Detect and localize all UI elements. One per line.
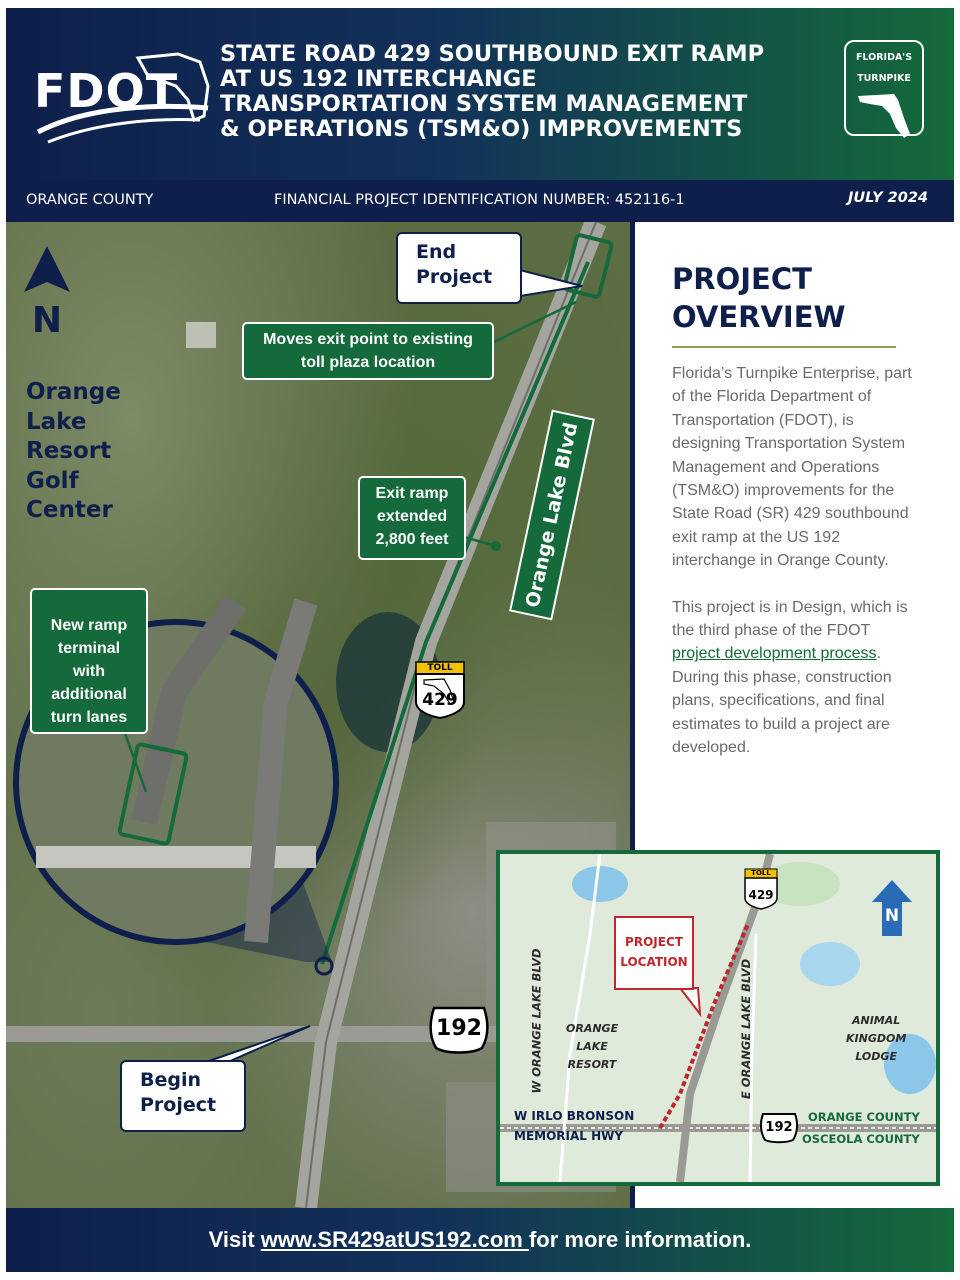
overview-divider bbox=[672, 346, 896, 348]
end-project-line: Project bbox=[416, 266, 493, 288]
overview-paragraph bbox=[672, 596, 922, 760]
ramp-marker-dot bbox=[491, 541, 501, 551]
county-label: ORANGE COUNTY bbox=[26, 192, 154, 208]
inset-lake bbox=[572, 866, 628, 902]
inset-north-arrow bbox=[872, 880, 912, 936]
resort-label-line: LAKE bbox=[576, 1040, 608, 1053]
golf-label-line: Lake bbox=[26, 408, 87, 435]
resort-label-line: ORANGE bbox=[566, 1022, 619, 1035]
title-line: TRANSPORTATION SYSTEM MANAGEMENT bbox=[220, 91, 748, 117]
golf-label-line: Resort bbox=[26, 438, 112, 464]
project-location-line: PROJECT bbox=[625, 935, 683, 949]
ramp-terminal-line: terminal with bbox=[57, 640, 121, 680]
golf-label-line: Center bbox=[26, 497, 113, 523]
project-development-link[interactable]: project development process bbox=[672, 645, 877, 663]
end-project-callout bbox=[396, 232, 522, 304]
golf-center-label bbox=[26, 378, 121, 526]
overview-title-line: PROJECT bbox=[672, 262, 812, 296]
moves-exit-callout bbox=[242, 322, 494, 380]
overview-title bbox=[672, 260, 846, 336]
fpid-label: FINANCIAL PROJECT IDENTIFICATION NUMBER: 452116-1 bbox=[274, 192, 685, 208]
lodge-label-line: KINGDOM bbox=[846, 1032, 907, 1045]
toll-label: TOLL bbox=[427, 663, 453, 673]
irlo-bronson-label bbox=[514, 1106, 634, 1146]
website-link[interactable]: www.SR429atUS192.com bbox=[260, 1227, 529, 1252]
inset-us-192-shield bbox=[758, 1112, 800, 1144]
overview-paragraph: Florida’s Turnpike Enterprise, part of the Florida Department of Transportation (FDOT), is designing Transportation System Management and Operations (TSM&O) improvements for the State Road (SR) 429 southbound exit ramp at the US 192 interchange in Orange County. bbox=[672, 365, 912, 570]
end-project-line: End bbox=[416, 241, 457, 263]
north-arrow bbox=[22, 246, 72, 341]
turnpike-logo-line1: FLORIDA'S bbox=[855, 52, 913, 63]
osceola-county-label: OSCEOLA COUNTY bbox=[802, 1132, 920, 1146]
irlo-label-line: W IRLO BRONSON bbox=[514, 1109, 635, 1123]
florida-state-icon bbox=[854, 88, 914, 140]
lodge-label-line: LODGE bbox=[855, 1050, 897, 1063]
footer-suffix: for more information. bbox=[528, 1227, 752, 1252]
ramp-extended-line: extended bbox=[376, 508, 448, 525]
project-location-line: LOCATION bbox=[620, 955, 688, 969]
overview-title-line: OVERVIEW bbox=[672, 300, 846, 334]
ramp-terminal-line: turn lanes bbox=[50, 709, 128, 726]
turnpike-logo-line2: TURNPIKE bbox=[857, 73, 911, 84]
golf-label-line: Golf bbox=[26, 467, 79, 494]
inset-sr-429-number: 429 bbox=[748, 888, 774, 902]
ramp-terminal-line: additional bbox=[51, 686, 127, 703]
inset-sr-429-shield bbox=[744, 868, 778, 910]
begin-project-line: Begin bbox=[140, 1069, 202, 1091]
header-banner bbox=[6, 8, 954, 180]
us-192-shield bbox=[426, 1004, 492, 1056]
footer-prefix: Visit bbox=[208, 1227, 261, 1252]
inset-toll-label: TOLL bbox=[751, 869, 771, 877]
irlo-label-line: MEMORIAL HWY bbox=[514, 1129, 624, 1143]
golf-label-line: Orange bbox=[26, 379, 121, 405]
footer-banner bbox=[6, 1208, 954, 1272]
ramp-terminal-callout bbox=[30, 588, 148, 734]
moves-exit-line: Moves exit point to existing bbox=[263, 331, 473, 348]
e-orange-lake-blvd-label: E ORANGE LAKE BLVD bbox=[739, 958, 754, 1100]
w-orange-lake-blvd-label: W ORANGE LAKE BLVD bbox=[529, 948, 544, 1094]
north-label: N bbox=[31, 300, 63, 341]
page-title bbox=[220, 42, 780, 142]
date-label: JULY 2024 bbox=[847, 190, 928, 206]
inset-north-label: N bbox=[884, 906, 900, 926]
begin-project-callout bbox=[120, 1060, 246, 1132]
orange-lake-blvd-label: Orange Lake Blvd bbox=[521, 420, 583, 610]
us-192-number: 192 bbox=[436, 1016, 482, 1041]
overview-body bbox=[672, 362, 922, 783]
ramp-extended-callout bbox=[358, 476, 466, 560]
sr-429-number: 429 bbox=[422, 690, 458, 710]
title-line: & OPERATIONS (TSM&O) IMPROVEMENTS bbox=[220, 116, 743, 142]
ramp-terminal-line: New ramp bbox=[50, 617, 128, 634]
turnpike-logo bbox=[844, 40, 924, 136]
overview-text-span: . During this phase, construction plans, specifications, and final estimates to build a project are developed. bbox=[672, 645, 892, 757]
moves-exit-line: toll plaza location bbox=[300, 354, 436, 371]
fdot-logo-text: FDOT bbox=[34, 64, 179, 118]
project-location-callout bbox=[614, 916, 694, 990]
ramp-extended-line: Exit ramp bbox=[375, 485, 449, 502]
resort-label-line: RESORT bbox=[567, 1058, 617, 1071]
north-arrow-icon bbox=[22, 246, 72, 294]
begin-project-line: Project bbox=[140, 1094, 217, 1116]
title-line: AT US 192 INTERCHANGE bbox=[220, 66, 537, 92]
building bbox=[186, 322, 216, 348]
fdot-logo bbox=[28, 46, 218, 146]
inset-location-pointer bbox=[680, 988, 700, 1014]
ramp-extended-line: 2,800 feet bbox=[375, 531, 449, 548]
info-bar bbox=[6, 180, 954, 222]
lodge-label-line: ANIMAL bbox=[852, 1014, 901, 1027]
location-inset-map bbox=[496, 850, 940, 1186]
inset-us-192-number: 192 bbox=[765, 1120, 793, 1135]
orange-lake-resort-label bbox=[566, 1020, 618, 1074]
title-line: STATE ROAD 429 SOUTHBOUND EXIT RAMP bbox=[220, 41, 765, 67]
sr-429-shield bbox=[414, 660, 466, 720]
orange-county-label: ORANGE COUNTY bbox=[808, 1110, 920, 1124]
overview-text-span: This project is in Design, which is the third phase of the FDOT bbox=[672, 598, 908, 640]
inset-lake bbox=[800, 942, 860, 986]
animal-kingdom-lodge-label bbox=[846, 1012, 906, 1066]
